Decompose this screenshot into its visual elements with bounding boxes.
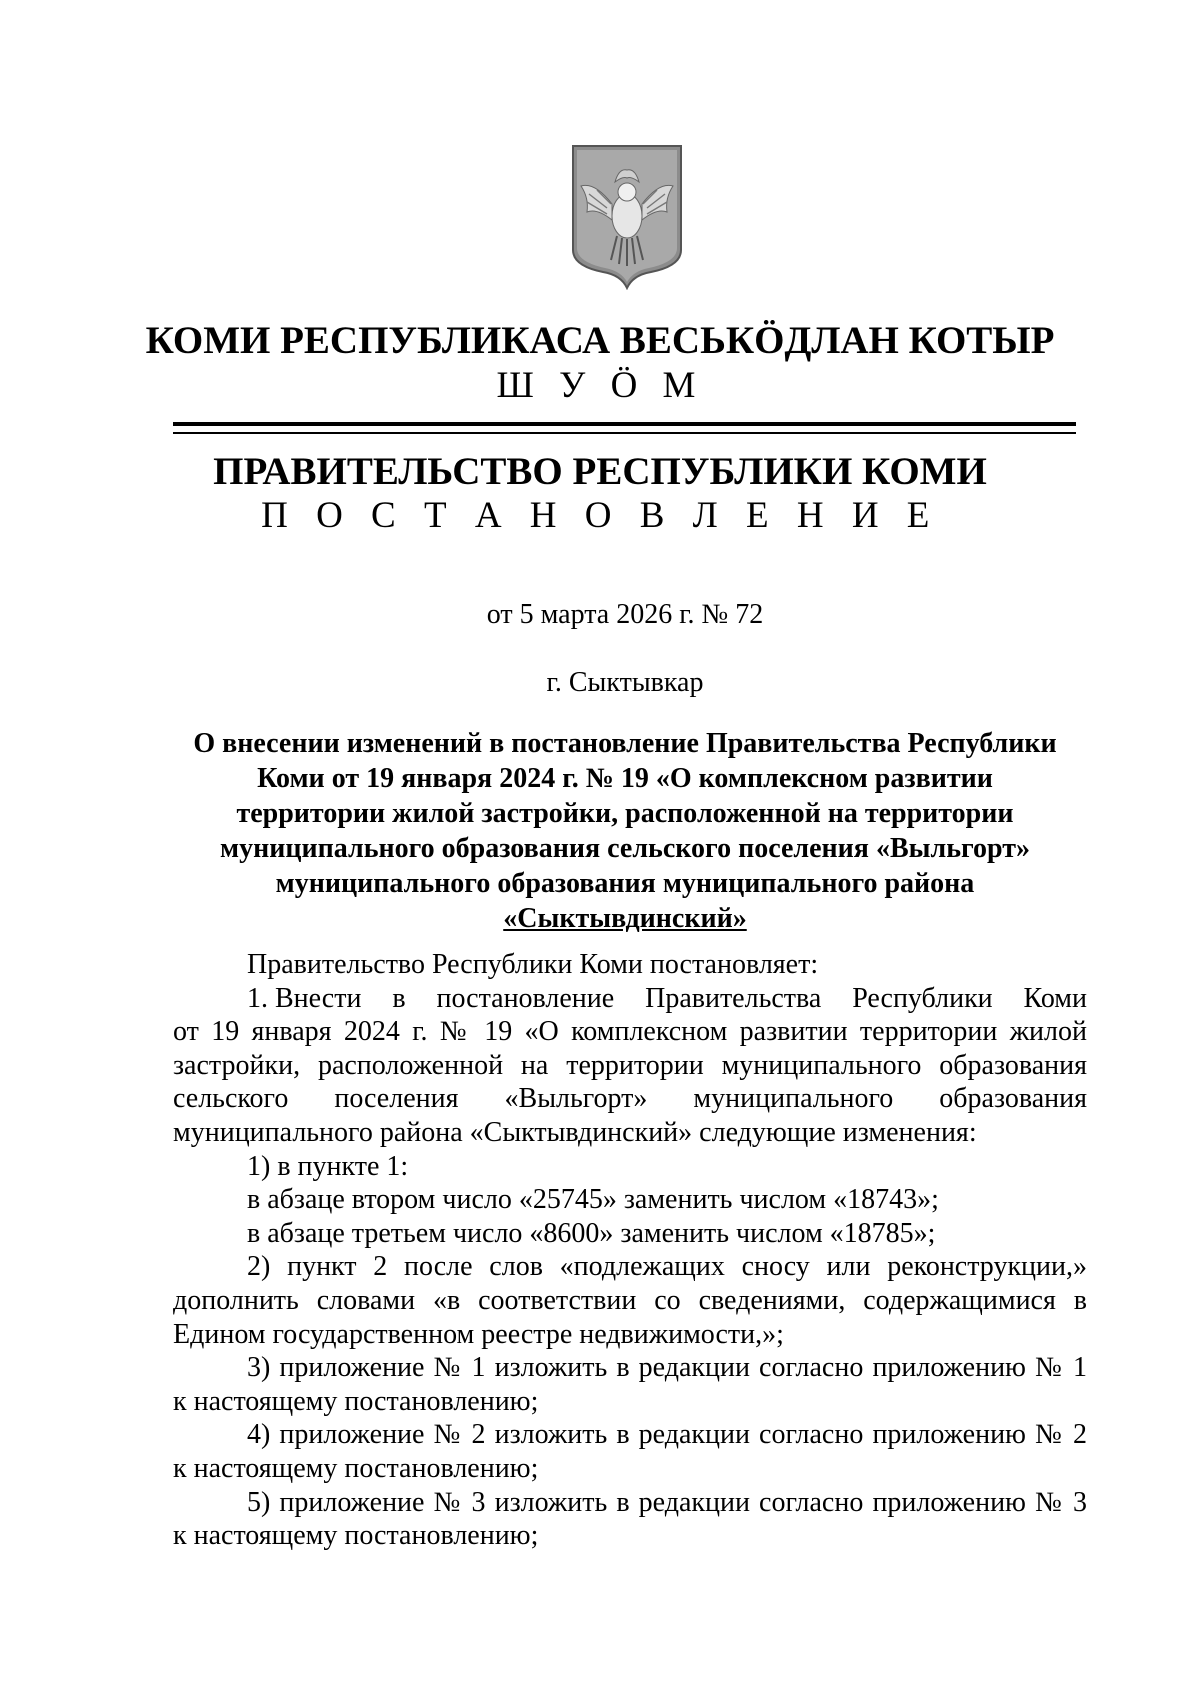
word: Коми (1023, 982, 1087, 1014)
paragraph-1-line-3: застройки, расположенной на территории муниципального образования (173, 1049, 1087, 1081)
word: муниципального (693, 1083, 894, 1115)
word: 1. Внести (247, 982, 362, 1014)
subject-line: муниципального образования муниципального района (275, 868, 975, 899)
subitem-3-line-2: к настоящему постановлению; (173, 1385, 539, 1417)
subitem-3-line-1: 3) приложение № 1 изложить в редакции согласно приложению № 1 (247, 1352, 1087, 1384)
subject-line-underlined: «Сыктывдинский» (503, 903, 747, 934)
subject-line: О внесении изменений в постановление Правительства Республики (193, 728, 1057, 759)
word: постановление (436, 982, 615, 1014)
subitem-4-line-1: 4) приложение № 2 изложить в редакции согласно приложению № 2 (247, 1419, 1087, 1451)
paragraph-1-line-2: от 19 января 2024 г. № 19 «О комплексном развитии территории жилой (173, 1016, 1087, 1048)
document-body (173, 948, 1087, 1553)
subitem-1-a: в абзаце втором число «25745» заменить числом «18743»; (247, 1184, 939, 1216)
word: образования (939, 1083, 1087, 1115)
body-intro: Правительство Республики Коми постановляет: (247, 949, 819, 980)
subitem-4-line-2: к настоящему постановлению; (173, 1452, 539, 1484)
header-divider-thin (173, 432, 1076, 434)
komi-government-title: КОМИ РЕСПУБЛИКАСА ВЕСЬКӦДЛАН КОТЫР (145, 319, 1055, 362)
government-title: ПРАВИТЕЛЬСТВО РЕСПУБЛИКИ КОМИ (213, 450, 987, 493)
word: сельского (173, 1083, 289, 1115)
subject-line: территории жилой застройки, расположенной на территории (236, 798, 1014, 829)
subitem-2-line-1: 2) пункт 2 после слов «подлежащих сносу или реконструкции,» (247, 1251, 1087, 1283)
word: Правительства (645, 982, 822, 1014)
komi-document-type: Ш У Ӧ М (496, 365, 704, 406)
subject-line: муниципального образования сельского поселения «Выльгорт» (220, 833, 1030, 864)
paragraph-1-line-5: муниципального района «Сыктывдинский» следующие изменения: (173, 1116, 977, 1148)
paragraph-1-line-4 (173, 1082, 1087, 1116)
subitem-2-line-3: Едином государственном реестре недвижимости,»; (173, 1318, 784, 1350)
subitem-5-line-2: к настоящему постановлению; (173, 1520, 539, 1552)
subject-line: Коми от 19 января 2024 г. № 19 «О комплексном развитии (257, 763, 993, 794)
coat-of-arms-icon (567, 142, 687, 290)
word: Республики (852, 982, 993, 1014)
document-type: П О С Т А Н О В Л Е Н И Е (261, 495, 939, 536)
subitem-2-line-2: дополнить словами «в соответствии со сведениями, содержащимися в (173, 1284, 1087, 1316)
subitem-1-b: в абзаце третьем число «8600» заменить числом «18785»; (247, 1217, 936, 1249)
subitem-5-line-1: 5) приложение № 3 изложить в редакции согласно приложению № 3 (247, 1486, 1087, 1518)
document-date-number: от 5 марта 2026 г. № 72 (486, 599, 764, 630)
paragraph-1-line-1 (173, 982, 1087, 1016)
document-subject (172, 726, 1078, 936)
header-divider-thick (173, 422, 1076, 426)
word: в (392, 982, 406, 1014)
document-city: г. Сыктывкар (546, 667, 704, 698)
subitem-1: 1) в пункте 1: (247, 1150, 409, 1182)
word: «Выльгорт» (504, 1083, 648, 1115)
word: поселения (334, 1083, 459, 1115)
